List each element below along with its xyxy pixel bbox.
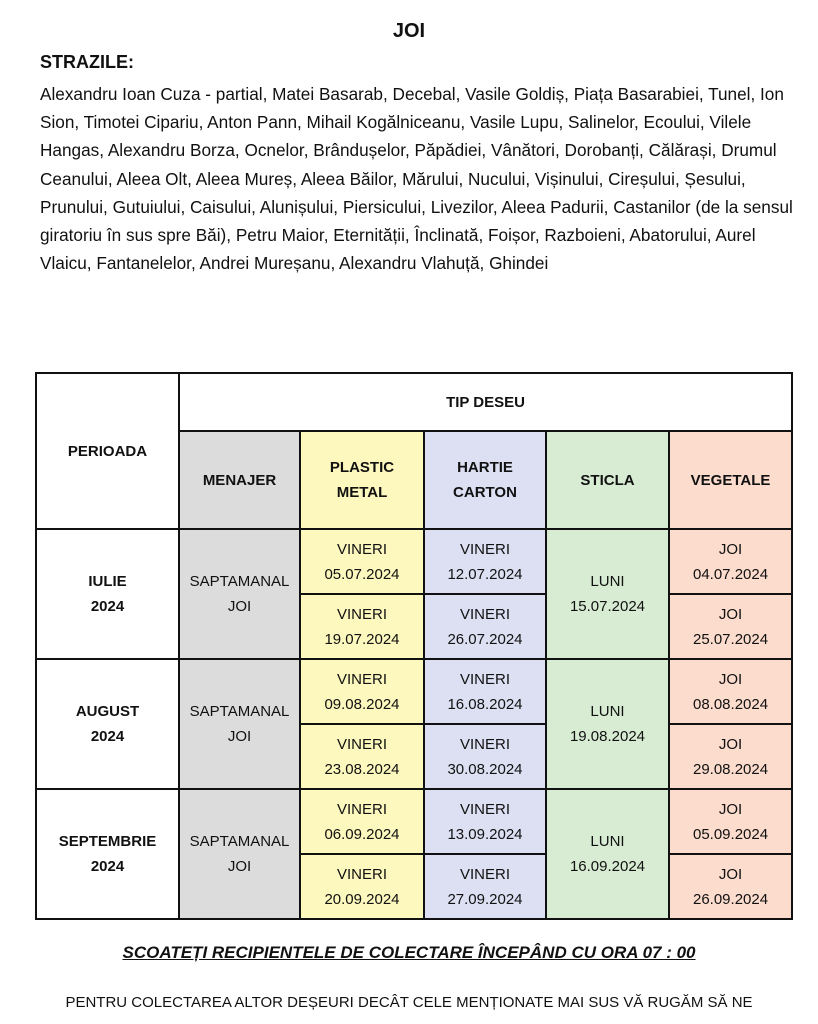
table-row <box>36 659 792 724</box>
period-cell-line-2: 2024 <box>90 598 125 615</box>
vegetale-cell-line-2: 25.07.2024 <box>692 630 769 648</box>
hartie-carton-cell <box>424 854 546 919</box>
plastic-metal-cell <box>300 594 424 659</box>
plastic-metal-cell-line-2: 05.07.2024 <box>324 565 400 583</box>
plastic-metal-cell <box>300 529 424 594</box>
table-row <box>36 529 792 594</box>
vegetale-cell-line-1: JOI <box>718 670 743 688</box>
hartie-carton-header <box>424 431 546 529</box>
hartie-carton-cell <box>424 789 546 854</box>
vegetale-cell-line-1: JOI <box>718 735 743 753</box>
menajer-cell <box>179 789 300 919</box>
sticla-cell-line-2: 15.07.2024 <box>569 598 646 615</box>
vegetale-cell <box>669 659 792 724</box>
hartie-carton-cell-line-2: 16.08.2024 <box>447 695 523 713</box>
menajer-cell-line-1: SAPTAMANAL <box>189 703 290 720</box>
notice <box>0 943 818 963</box>
plastic-metal-cell-line-2: 20.09.2024 <box>324 890 400 908</box>
plastic-metal-cell-line-2: 23.08.2024 <box>324 760 400 778</box>
hartie-carton-cell <box>424 659 546 724</box>
menajer-cell-line-1: SAPTAMANAL <box>189 833 290 850</box>
plastic-label: PLASTIC <box>329 459 395 476</box>
plastic-metal-cell-line-1: VINERI <box>336 865 387 883</box>
period-cell <box>36 789 179 919</box>
streets-list: Alexandru Ioan Cuza - partial, Matei Basarab, Decebal, Vasile Goldiș, Piața Basarabiei, Tunel, Ion Sion, Timotei Cipariu, Anton Pann, Mihail Kogălniceanu, Vasile Lupu, Salinelor, Ecoului, Vilele Hangas, Alexandru Borza, Ocnelor, Brândușelor, Păpădiei, Vânători, Dorobanți, Călărași, Drumul Ceanului, Aleea Olt, Aleea Mureș, Aleea Băilor, Mărului, Nucului, Vișinului, Cireșului, Șesului, Prunului, Gutuiului, Caisului, Alunișului, Piersicului, Livezilor, Aleea Padurii, Castanilor (de la sensul giratoriu în sus spre Băi), Petru Maior, Eternității, Înclinată, Foișor, Razboieni, Abatorului, Aurel Vlaicu, Fantanelelor, Andrei Mureșanu, Alexandru Vlahuță, Ghindei <box>40 84 793 274</box>
sticla-cell <box>546 659 669 789</box>
plastic-metal-cell-line-2: 06.09.2024 <box>324 825 400 843</box>
plastic-metal-cell-line-1: VINERI <box>336 735 387 753</box>
hartie-carton-cell-line-1: VINERI <box>459 800 510 818</box>
menajer-header: MENAJER <box>179 431 300 529</box>
menajer-cell <box>179 529 300 659</box>
sticla-cell-line-1: LUNI <box>590 833 625 850</box>
plastic-metal-cell <box>300 724 424 789</box>
hartie-carton-cell-line-1: VINERI <box>459 735 510 753</box>
vegetale-cell-line-2: 05.09.2024 <box>692 825 769 843</box>
vegetale-cell-line-1: JOI <box>718 865 743 883</box>
hartie-carton-cell-line-1: VINERI <box>459 605 510 623</box>
hartie-carton-cell-line-2: 13.09.2024 <box>447 825 523 843</box>
vegetale-cell-line-1: JOI <box>718 540 743 558</box>
hartie-carton-cell-line-1: VINERI <box>459 670 510 688</box>
vegetale-cell-line-2: 26.09.2024 <box>692 890 769 908</box>
vegetale-cell-line-2: 08.08.2024 <box>692 695 769 713</box>
period-cell-line-1: AUGUST <box>75 703 140 720</box>
hartie-carton-cell-line-1: VINERI <box>459 540 510 558</box>
sticla-cell <box>546 789 669 919</box>
vegetale-cell-line-2: 29.08.2024 <box>692 760 769 778</box>
menajer-cell-line-2: JOI <box>227 598 252 615</box>
sticla-cell-line-1: LUNI <box>590 703 625 720</box>
hartie-carton-cell-line-2: 27.09.2024 <box>447 890 523 908</box>
sticla-header: STICLA <box>546 431 669 529</box>
vegetale-cell-line-1: JOI <box>718 605 743 623</box>
hartie-label: HARTIE <box>457 459 513 476</box>
hartie-carton-cell-line-1: VINERI <box>459 865 510 883</box>
period-cell-line-2: 2024 <box>90 858 125 875</box>
sticla-cell-line-1: LUNI <box>590 573 625 590</box>
menajer-cell <box>179 659 300 789</box>
vegetale-cell-line-1: JOI <box>718 800 743 818</box>
vegetale-cell <box>669 529 792 594</box>
plastic-metal-cell-line-2: 19.07.2024 <box>324 630 400 648</box>
plastic-metal-cell-line-1: VINERI <box>336 605 387 623</box>
menajer-cell-line-1: SAPTAMANAL <box>189 573 290 590</box>
sticla-cell-line-2: 16.09.2024 <box>569 858 646 875</box>
tip-deseu-header: TIP DESEU <box>179 373 792 431</box>
table-row <box>36 789 792 854</box>
plastic-metal-cell-line-1: VINERI <box>336 800 387 818</box>
period-cell-line-1: IULIE <box>88 573 127 590</box>
plastic-metal-cell <box>300 789 424 854</box>
vegetale-cell-line-2: 04.07.2024 <box>692 565 769 583</box>
period-cell <box>36 529 179 659</box>
plastic-metal-cell-line-1: VINERI <box>336 670 387 688</box>
carton-label: CARTON <box>453 484 517 501</box>
hartie-carton-cell <box>424 724 546 789</box>
menajer-cell-line-2: JOI <box>227 728 252 745</box>
perioada-header: PERIOADA <box>36 373 179 529</box>
plastic-metal-header <box>300 431 424 529</box>
sticla-cell-line-2: 19.08.2024 <box>569 728 646 745</box>
vegetale-cell <box>669 789 792 854</box>
plastic-metal-cell <box>300 854 424 919</box>
period-cell <box>36 659 179 789</box>
footer-text: PENTRU COLECTAREA ALTOR DEȘEURI DECÂT CELE MENȚIONATE MAI SUS VĂ RUGĂM SĂ NE <box>65 994 753 1011</box>
hartie-carton-cell-line-2: 30.08.2024 <box>447 760 523 778</box>
sticla-cell <box>546 529 669 659</box>
vegetale-header: VEGETALE <box>669 431 792 529</box>
hartie-carton-cell-line-2: 12.07.2024 <box>447 565 523 583</box>
metal-label: METAL <box>336 484 388 501</box>
plastic-metal-cell-line-2: 09.08.2024 <box>324 695 400 713</box>
menajer-cell-line-2: JOI <box>227 858 252 875</box>
streets-label: STRAZILE: <box>40 52 134 72</box>
plastic-metal-cell-line-1: VINERI <box>336 540 387 558</box>
plastic-metal-cell <box>300 659 424 724</box>
hartie-carton-cell <box>424 529 546 594</box>
vegetale-cell <box>669 594 792 659</box>
notice-text: SCOATEȚI RECIPIENTELE DE COLECTARE ÎNCEPÂND CU ORA 07 : 00 <box>122 943 696 962</box>
period-cell-line-1: SEPTEMBRIE <box>58 833 157 850</box>
vegetale-cell <box>669 724 792 789</box>
hartie-carton-cell <box>424 594 546 659</box>
collection-schedule-table <box>35 372 793 920</box>
page-title: JOI <box>392 20 426 42</box>
period-cell-line-2: 2024 <box>90 728 125 745</box>
hartie-carton-cell-line-2: 26.07.2024 <box>447 630 523 648</box>
vegetale-cell <box>669 854 792 919</box>
